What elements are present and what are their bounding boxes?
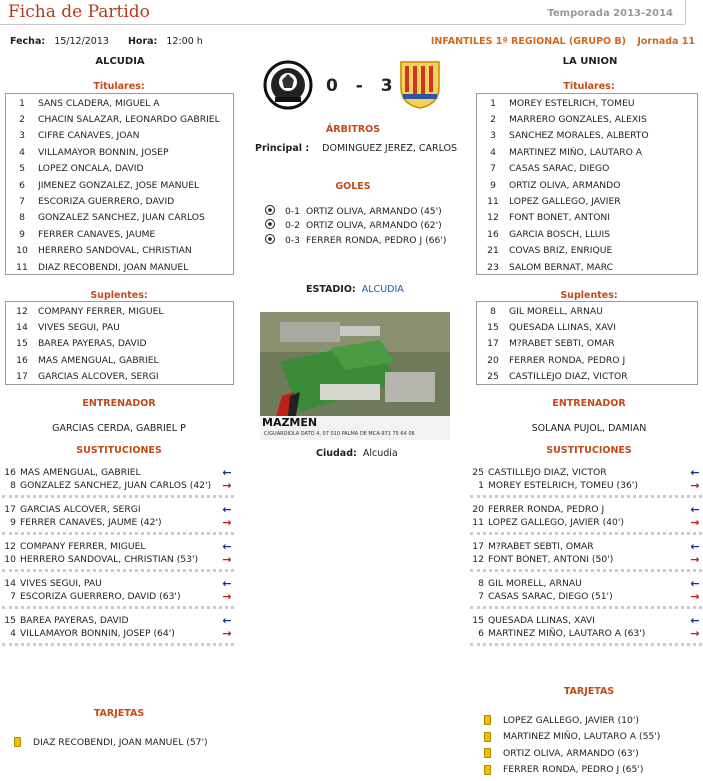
sub-in-row (470, 615, 702, 627)
arrow-left-in-icon: ← (690, 466, 700, 479)
player-name: LOPEZ GALLEGO, JAVIER (509, 196, 621, 208)
arrow-left-in-icon: ← (222, 540, 232, 553)
player-name: GARCIA BOSCH, LLUIS (509, 228, 611, 240)
jornada-label: Jornada 11 (637, 36, 695, 47)
card-row (484, 712, 699, 729)
player-name: MARRERO GONZALES, ALEXIS (509, 114, 647, 126)
arrow-right-out-icon: → (690, 553, 700, 566)
substitution-group (2, 541, 234, 572)
player-name: COMPANY FERRER, MIGUEL (38, 305, 164, 317)
yellow-card-icon (484, 748, 491, 758)
goals-list (265, 204, 465, 248)
arrow-right-out-icon: → (222, 627, 232, 640)
sub-out-number: 7 (10, 591, 16, 602)
player-number: 15 (16, 338, 28, 350)
player-name: MARTINEZ MIÑO, LAUTARO A (509, 146, 643, 158)
home-entrenador-label: ENTRENADOR (82, 398, 156, 409)
sub-in-number: 15 (472, 615, 484, 626)
player-number: 16 (16, 354, 28, 366)
sub-in-number: 17 (472, 541, 484, 552)
sub-in-number: 14 (4, 578, 16, 589)
card-player: DIAZ RECOBENDI, JOAN MANUEL (57') (33, 736, 208, 748)
scoreboard (326, 76, 395, 96)
player-name: LOPEZ ONCALA, DAVID (38, 163, 144, 175)
away-suplentes-label: Suplentes: (560, 290, 618, 301)
sub-in-number: 25 (472, 467, 484, 478)
goal-scorer: ORTIZ OLIVA, ARMANDO (45') (306, 205, 442, 217)
player-number: 8 (490, 305, 496, 317)
player-number: 4 (19, 146, 25, 158)
player-row (6, 210, 233, 226)
player-number: 9 (19, 228, 25, 240)
sub-out-name: CASAS SARAC, DIEGO (51') (488, 591, 613, 602)
player-row (477, 369, 697, 385)
player-row (6, 319, 233, 335)
soccer-ball-icon (265, 205, 275, 218)
player-name: SANS CLADERA, MIGUEL A (38, 97, 160, 109)
goal-scorer: ORTIZ OLIVA, ARMANDO (62') (306, 220, 442, 232)
player-number: 3 (490, 130, 496, 142)
player-row (477, 161, 697, 177)
player-row (477, 144, 697, 160)
goal-score: 0-1 (285, 205, 301, 217)
arrow-left-in-icon: ← (222, 466, 232, 479)
player-name: SALOM BERNAT, MARC (509, 261, 614, 273)
player-number: 11 (487, 196, 499, 208)
sub-in-row (470, 467, 702, 479)
sub-in-row (470, 578, 702, 590)
player-row (6, 243, 233, 259)
sub-out-number: 4 (10, 628, 16, 639)
player-name: CASTILLEJO DIAZ, VICTOR (509, 371, 628, 383)
player-row (477, 319, 697, 335)
sub-in-name: FERRER RONDA, PEDRO J (488, 504, 605, 515)
sub-out-row (470, 628, 702, 640)
sub-out-number: 11 (472, 517, 484, 528)
player-row (477, 111, 697, 127)
player-row (6, 193, 233, 209)
player-number: 6 (19, 179, 25, 191)
sub-out-name: MOREY ESTELRICH, TOMEU (36') (488, 480, 638, 491)
home-coach-name: GARCIAS CERDA, GABRIEL P (52, 423, 186, 434)
player-row (6, 95, 233, 111)
player-row (6, 161, 233, 177)
match-date-time (10, 36, 203, 47)
sub-in-number: 16 (4, 467, 16, 478)
player-name: VIVES SEGUI, PAU (38, 322, 120, 334)
sub-out-row (470, 517, 702, 529)
away-entrenador-label: ENTRENADOR (552, 398, 626, 409)
substitution-group (2, 467, 234, 498)
player-number: 21 (487, 245, 499, 257)
stadium-link[interactable]: ALCUDIA (361, 284, 404, 295)
sub-out-number: 7 (478, 591, 484, 602)
player-row (477, 210, 697, 226)
home-titulares-list (5, 93, 234, 275)
player-number: 8 (19, 212, 25, 224)
card-row (14, 734, 234, 751)
player-name: ORTIZ OLIVA, ARMANDO (509, 179, 621, 191)
sub-in-name: M?RABET SEBTI, OMAR (488, 541, 594, 552)
sub-in-row (2, 467, 234, 479)
player-number: 9 (490, 179, 496, 191)
player-number: 17 (16, 371, 28, 383)
player-name: MAS AMENGUAL, GABRIEL (38, 354, 159, 366)
arrow-left-in-icon: ← (222, 614, 232, 627)
player-name: GIL MORELL, ARNAU (509, 305, 603, 317)
player-row (6, 111, 233, 127)
sub-in-number: 8 (478, 578, 484, 589)
away-score: 3 (380, 76, 395, 96)
player-name: CASAS SARAC, DIEGO (509, 163, 610, 175)
estadio-label: ESTADIO: (306, 284, 356, 295)
referee-row (255, 143, 457, 154)
player-row (6, 177, 233, 193)
header-divider (685, 0, 686, 24)
player-row (477, 303, 697, 319)
substitution-group (470, 504, 702, 535)
hora-label: Hora: (127, 36, 158, 47)
sub-in-number: 12 (4, 541, 16, 552)
sub-out-row (2, 517, 234, 529)
sub-out-row (2, 480, 234, 492)
arrow-right-out-icon: → (690, 590, 700, 603)
player-number: 10 (16, 245, 28, 257)
player-row (477, 243, 697, 259)
player-row (477, 193, 697, 209)
player-row (477, 226, 697, 242)
fecha-label: Fecha: (10, 36, 46, 47)
sub-in-row (2, 578, 234, 590)
player-row (477, 177, 697, 193)
player-row (6, 144, 233, 160)
sub-out-number: 9 (10, 517, 16, 528)
player-number: 16 (487, 228, 499, 240)
sub-in-name: MAS AMENGUAL, GABRIEL (20, 467, 141, 478)
ciudad-value: Alcudia (362, 448, 398, 459)
card-row (484, 729, 699, 746)
home-suplentes-list (5, 301, 234, 385)
substitution-group (2, 504, 234, 535)
home-team-name: ALCUDIA (95, 56, 145, 67)
sub-out-row (470, 591, 702, 603)
away-substitutions (470, 467, 702, 652)
arrow-right-out-icon: → (690, 479, 700, 492)
principal-name: DOMINGUEZ JEREZ, CARLOS (322, 143, 458, 154)
sub-out-name: GONZALEZ SANCHEZ, JUAN CARLOS (42') (20, 480, 212, 491)
substitution-group (2, 615, 234, 646)
sub-out-number: 1 (478, 480, 484, 491)
sub-in-name: COMPANY FERRER, MIGUEL (20, 541, 146, 552)
player-number: 12 (16, 305, 28, 317)
player-name: M?RABET SEBTI, OMAR (509, 338, 615, 350)
player-row (477, 336, 697, 352)
home-cards-list (14, 734, 234, 751)
sub-out-number: 10 (4, 554, 16, 565)
player-number: 14 (16, 322, 28, 334)
away-tarjetas-label: TARJETAS (563, 686, 615, 697)
card-player: MARTINEZ MIÑO, LAUTARO A (55') (503, 731, 661, 743)
substitution-group (470, 615, 702, 646)
player-name: MOREY ESTELRICH, TOMEU (509, 97, 635, 109)
player-name: DIAZ RECOBENDI, JOAN MANUEL (38, 261, 189, 273)
away-team-name: LA UNION (562, 56, 618, 67)
player-name: SANCHEZ MORALES, ALBERTO (509, 130, 649, 142)
player-row (477, 95, 697, 111)
arrow-left-in-icon: ← (690, 503, 700, 516)
home-titulares-label: Titulares: (93, 81, 145, 92)
sub-in-name: BAREA PAYERAS, DAVID (20, 615, 129, 626)
player-number: 7 (19, 196, 25, 208)
away-cards-list (484, 712, 699, 778)
away-coach-name: SOLANA PUJOL, DAMIAN (531, 423, 647, 434)
card-row (484, 762, 699, 779)
player-name: FONT BONET, ANTONI (509, 212, 611, 224)
city-row (316, 448, 398, 459)
player-name: CHACIN SALAZAR, LEONARDO GABRIEL (38, 114, 220, 126)
player-name: FERRER CANAVES, JAUME (38, 228, 156, 240)
sub-in-name: GIL MORELL, ARNAU (488, 578, 582, 589)
away-sustituciones-label: SUSTITUCIONES (546, 445, 632, 456)
player-number: 12 (487, 212, 499, 224)
competition-name: INFANTILES 1ª REGIONAL (GRUPO B) (430, 36, 627, 47)
player-name: QUESADA LLINAS, XAVI (509, 322, 616, 334)
home-sustituciones-label: SUSTITUCIONES (76, 445, 162, 456)
photo-caption: C/GUARDIOLA DATO 4, 07 010 PALMA DE MCA-971 75 64 06 (264, 431, 415, 437)
sub-in-number: 15 (4, 615, 16, 626)
soccer-ball-icon (265, 234, 275, 247)
player-number: 2 (19, 114, 25, 126)
substitution-group (470, 578, 702, 609)
sub-out-number: 6 (478, 628, 484, 639)
substitution-group (470, 541, 702, 572)
sub-out-row (2, 554, 234, 566)
goal-score: 0-3 (285, 234, 301, 246)
sub-out-row (470, 554, 702, 566)
away-suplentes-list (476, 301, 698, 385)
goles-label: GOLES (335, 181, 371, 192)
sub-in-number: 17 (4, 504, 16, 515)
sub-in-row (2, 615, 234, 627)
arrow-right-out-icon: → (222, 516, 232, 529)
home-substitutions (2, 467, 234, 652)
stadium-row (306, 284, 404, 295)
player-row (6, 336, 233, 352)
arrow-left-in-icon: ← (222, 503, 232, 516)
player-row (6, 303, 233, 319)
player-name: ESCORIZA GUERRERO, DAVID (38, 196, 175, 208)
player-number: 7 (490, 163, 496, 175)
sub-out-name: HERRERO SANDOVAL, CHRISTIAN (53') (20, 554, 199, 565)
player-name: COVAS BRIZ, ENRIQUE (509, 245, 613, 257)
principal-label: Principal : (255, 143, 310, 154)
goal-score: 0-2 (285, 220, 301, 232)
arrow-right-out-icon: → (690, 516, 700, 529)
sub-in-row (2, 541, 234, 553)
player-row (6, 259, 233, 275)
card-player: LOPEZ GALLEGO, JAVIER (10') (503, 714, 639, 726)
yellow-card-icon (484, 732, 491, 742)
player-number: 4 (490, 146, 496, 158)
season-label: Temporada 2013-2014 (547, 8, 673, 19)
sub-out-name: MARTINEZ MIÑO, LAUTARO A (63') (488, 628, 646, 639)
sub-out-name: ESCORIZA GUERRERO, DAVID (63') (20, 591, 181, 602)
sub-out-row (2, 628, 234, 640)
arbitros-label: ÁRBITROS (325, 124, 381, 135)
card-player: ORTIZ OLIVA, ARMANDO (63') (503, 747, 639, 759)
player-number: 11 (16, 261, 28, 273)
player-name: BAREA PAYERAS, DAVID (38, 338, 147, 350)
sub-in-row (470, 504, 702, 516)
sub-out-row (2, 591, 234, 603)
home-score: 0 (326, 76, 340, 96)
arrow-right-out-icon: → (222, 479, 232, 492)
player-row (6, 226, 233, 242)
substitution-group (2, 578, 234, 609)
header-rule (0, 24, 685, 25)
page-title: Ficha de Partido (8, 2, 150, 22)
goal-row (265, 233, 465, 248)
player-number: 3 (19, 130, 25, 142)
player-name: VILLAMAYOR BONNIN, JOSEP (38, 146, 169, 158)
player-number: 17 (487, 338, 499, 350)
sub-out-row (470, 480, 702, 492)
player-number: 1 (19, 97, 25, 109)
arrow-right-out-icon: → (690, 627, 700, 640)
card-player: FERRER RONDA, PEDRO J (65') (503, 764, 644, 776)
away-titulares-label: Titulares: (563, 81, 615, 92)
player-name: GARCIAS ALCOVER, SERGI (38, 371, 159, 383)
yellow-card-icon (14, 737, 21, 747)
player-row (477, 128, 697, 144)
sub-in-number: 20 (472, 504, 484, 515)
player-number: 20 (487, 354, 499, 366)
goal-row (265, 219, 465, 234)
hora-value: 12:00 h (166, 36, 203, 47)
sub-out-name: LOPEZ GALLEGO, JAVIER (40') (488, 517, 624, 528)
sub-out-number: 8 (10, 480, 16, 491)
arrow-right-out-icon: → (222, 553, 232, 566)
competition-info (431, 36, 695, 47)
away-crest-icon (397, 58, 443, 110)
goal-scorer: FERRER RONDA, PEDRO J (66') (306, 234, 447, 246)
home-crest-icon (263, 60, 313, 110)
player-name: CIFRE CANAVES, JOAN (38, 130, 140, 142)
player-number: 25 (487, 371, 499, 383)
sub-in-row (2, 504, 234, 516)
sub-out-name: VILLAMAYOR BONNIN, JOSEP (64') (20, 628, 175, 639)
home-tarjetas-label: TARJETAS (93, 708, 145, 719)
player-row (6, 369, 233, 385)
substitution-group (470, 467, 702, 498)
stadium-photo (260, 312, 450, 440)
player-row (477, 352, 697, 368)
player-number: 23 (487, 261, 499, 273)
ciudad-label: Ciudad: (316, 448, 357, 459)
arrow-right-out-icon: → (222, 590, 232, 603)
player-name: HERRERO SANDOVAL, CHRISTIAN (38, 245, 192, 257)
sub-out-number: 12 (472, 554, 484, 565)
player-number: 5 (19, 163, 25, 175)
fecha-value: 15/12/2013 (54, 36, 109, 47)
sub-out-name: FERRER CANAVES, JAUME (42') (20, 517, 162, 528)
arrow-left-in-icon: ← (690, 577, 700, 590)
player-number: 15 (487, 322, 499, 334)
sub-out-name: FONT BONET, ANTONI (50') (488, 554, 614, 565)
goal-row (265, 204, 465, 219)
player-name: GONZALEZ SANCHEZ, JUAN CARLOS (38, 212, 205, 224)
score-separator: - (355, 76, 365, 96)
player-row (6, 128, 233, 144)
player-number: 2 (490, 114, 496, 126)
player-name: JIMENEZ GONZALEZ, JOSE MANUEL (38, 179, 200, 191)
sub-in-name: CASTILLEJO DIAZ, VICTOR (488, 467, 607, 478)
sub-in-row (470, 541, 702, 553)
yellow-card-icon (484, 715, 491, 725)
photo-brand: MAZMEN (262, 416, 318, 429)
arrow-left-in-icon: ← (690, 540, 700, 553)
player-number: 1 (490, 97, 496, 109)
arrow-left-in-icon: ← (690, 614, 700, 627)
arrow-left-in-icon: ← (222, 577, 232, 590)
sub-in-name: GARCIAS ALCOVER, SERGI (20, 504, 141, 515)
sub-in-name: VIVES SEGUI, PAU (20, 578, 102, 589)
card-row (484, 745, 699, 762)
player-row (477, 259, 697, 275)
soccer-ball-icon (265, 219, 275, 232)
player-row (6, 352, 233, 368)
sub-in-name: QUESADA LLINAS, XAVI (488, 615, 595, 626)
yellow-card-icon (484, 765, 491, 775)
away-titulares-list (476, 93, 698, 275)
player-name: FERRER RONDA, PEDRO J (509, 354, 626, 366)
home-suplentes-label: Suplentes: (90, 290, 148, 301)
